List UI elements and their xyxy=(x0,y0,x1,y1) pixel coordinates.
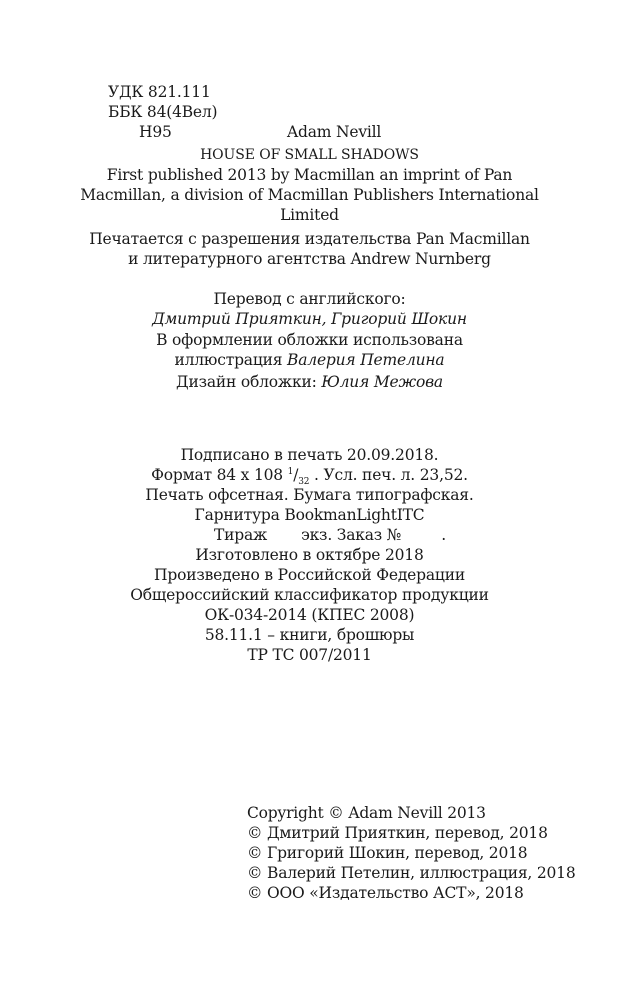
ok-code: ОК-034-2014 (КПЕС 2008) xyxy=(204,606,415,624)
copyright-line-5: © ООО «Издательство АСТ», 2018 xyxy=(247,884,524,902)
book-title: HOUSE OF SMALL SHADOWS xyxy=(200,147,419,163)
paper-info: Печать офсетная. Бумага типографская. xyxy=(145,486,474,504)
author-name: Adam Nevill xyxy=(287,123,382,141)
print-run-label: Тираж xyxy=(214,526,268,544)
typeface-info: Гарнитура BookmanLightITC xyxy=(194,506,425,524)
produced-in: Произведено в Российской Федерации xyxy=(154,566,465,584)
illustrator-name: Валерия Петелина xyxy=(287,351,445,369)
translators: Дмитрий Прияткин, Григорий Шокин xyxy=(152,310,467,328)
product-code: 58.11.1 – книги, брошюры xyxy=(204,626,415,644)
format-suffix: . Усл. печ. л. 23,52. xyxy=(309,466,468,484)
first-published-line-2: Macmillan, a division of Macmillan Publishers International xyxy=(80,186,539,204)
bbk-code: ББК 84(4Вел) xyxy=(108,103,218,121)
manufactured-date: Изготовлено в октябре 2018 xyxy=(195,546,424,564)
copyright-line-2: © Дмитрий Прияткин, перевод, 2018 xyxy=(247,824,548,842)
print-run-line xyxy=(214,525,446,545)
copyright-line-3: © Григорий Шокин, перевод, 2018 xyxy=(247,844,528,862)
classifier-label: Общероссийский классификатор продукции xyxy=(130,586,489,604)
permission-line-2: и литературного агентства Andrew Nurnberg xyxy=(128,250,491,268)
signed-to-print: Подписано в печать 20.09.2018. xyxy=(180,446,439,464)
cover-illustration-line-2 xyxy=(0,350,619,370)
cover-illustration-line-1: В оформлении обложки использована xyxy=(156,331,463,349)
permission-line-1: Печатается с разрешения издательства Pan Macmillan xyxy=(89,230,530,248)
first-published-line-3: Limited xyxy=(280,206,339,224)
order-end: . xyxy=(441,526,446,544)
cover-illustration-prefix: иллюстрация xyxy=(174,351,288,369)
cover-design-line xyxy=(0,372,619,392)
format-separator: / xyxy=(293,466,299,484)
copyright-line-1: Copyright © Adam Nevill 2013 xyxy=(247,804,486,822)
format-line xyxy=(0,465,619,488)
format-denominator: 32 xyxy=(298,477,310,488)
tr-ts-code: ТР ТС 007/2011 xyxy=(247,646,372,664)
format-numerator: 1 xyxy=(287,466,294,477)
translation-label: Перевод с английского: xyxy=(213,290,406,308)
first-published-line-1: First published 2013 by Macmillan an imprint of Pan xyxy=(106,166,513,184)
format-prefix: Формат 84 x 108 xyxy=(151,466,288,484)
copyright-line-4: © Валерий Петелин, иллюстрация, 2018 xyxy=(247,864,576,882)
udk-code: УДК 821.111 xyxy=(108,83,211,101)
designer-name: Юлия Межова xyxy=(321,373,443,391)
order-label: экз. Заказ № xyxy=(301,526,402,544)
author-mark: Н95 xyxy=(139,123,172,141)
cover-design-prefix: Дизайн обложки: xyxy=(176,373,322,391)
